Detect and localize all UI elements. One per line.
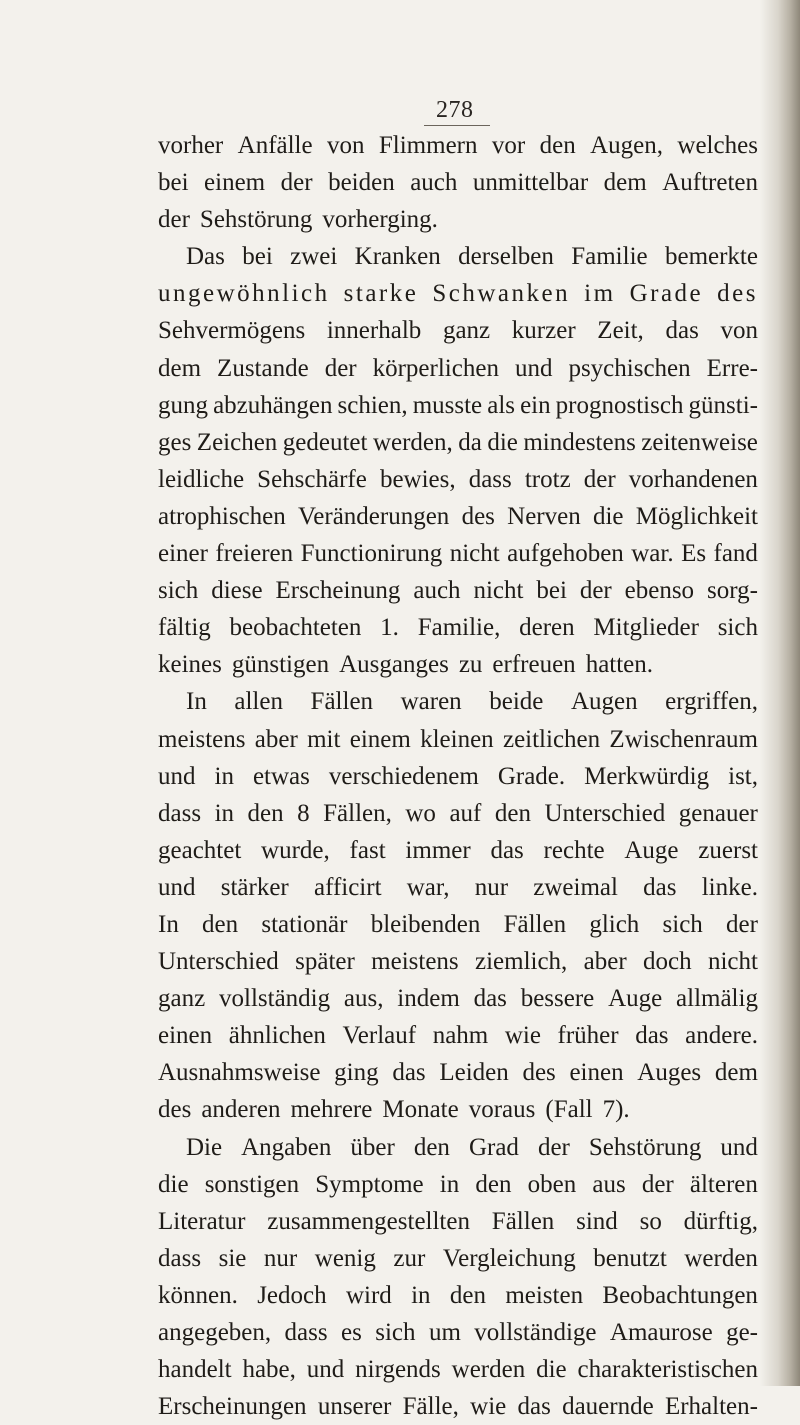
word: Functionirung [300, 540, 443, 568]
word: Fälle, [402, 1393, 459, 1421]
word: andere. [685, 1022, 758, 1050]
word: kurzer [511, 317, 576, 345]
word: Grade. [497, 762, 566, 790]
word: da [458, 428, 482, 456]
word: sich [375, 1319, 416, 1346]
word: ebenso [624, 577, 695, 605]
word: des [461, 502, 495, 530]
word: und [158, 762, 196, 790]
word: Veränderungen [297, 502, 450, 530]
word: Fällen [491, 1207, 555, 1235]
word: aus [592, 1170, 626, 1198]
word: Merkwürdig [584, 762, 710, 790]
word: war. [631, 540, 674, 568]
text-line [158, 1166, 758, 1203]
word: auch [410, 169, 458, 197]
word: habe, [242, 1356, 296, 1384]
word: bessere [520, 985, 595, 1013]
word: nicht [707, 948, 758, 976]
word: der [324, 354, 357, 382]
word: das [392, 1059, 426, 1087]
word: bewies, [379, 465, 456, 493]
word: mit [307, 725, 341, 753]
text-line [158, 275, 758, 312]
word: dem [714, 1059, 758, 1087]
word: einen [158, 1022, 213, 1050]
word: zur [393, 1244, 426, 1272]
word: nirgends [355, 1356, 441, 1384]
word: die [536, 1356, 567, 1384]
word: Zeichen [196, 428, 278, 456]
word: Sehstörung [199, 206, 313, 234]
word: Familie [571, 243, 648, 271]
word: werden [684, 1244, 758, 1272]
word: Unterschied [158, 948, 279, 976]
word: das [473, 985, 507, 1013]
word: in [439, 1170, 460, 1198]
text-line [158, 238, 758, 275]
word: trotz [524, 465, 571, 493]
text-line [158, 572, 758, 609]
word: beide [489, 688, 544, 716]
word: Jedoch [257, 1281, 327, 1309]
word: Symptome [315, 1170, 424, 1198]
word: das [665, 317, 699, 345]
word: der [579, 577, 612, 605]
word: Sehvermögens [158, 317, 306, 345]
word: charakteristischen [577, 1356, 758, 1384]
word: Grad [468, 1133, 519, 1161]
word: vollständige [474, 1319, 597, 1346]
word: zuerst [698, 836, 758, 864]
text-line [158, 758, 758, 795]
word: Mitglieder [593, 614, 699, 642]
text-line [158, 461, 758, 498]
word: Erre- [706, 354, 758, 382]
word: nicht [449, 540, 500, 568]
word: Sehschärfe [257, 465, 367, 493]
word: fältig [158, 614, 211, 642]
word: unserer [317, 1393, 392, 1421]
word: den [475, 1170, 512, 1198]
text-line [158, 906, 758, 943]
word: Grade [629, 280, 704, 308]
word: Fällen, [323, 799, 392, 827]
word: auch [413, 577, 461, 605]
word: den [539, 132, 576, 159]
word: günstigen [231, 651, 330, 679]
word: gedeutet [282, 428, 368, 456]
page-number-rule [424, 125, 490, 126]
word: körperlichen [372, 354, 499, 382]
word: ergriffen, [665, 688, 758, 716]
word: bleibenden [370, 910, 481, 938]
word: Ausnahmsweise [158, 1059, 321, 1087]
word: Monate [382, 1096, 459, 1124]
word: indem [397, 985, 460, 1013]
word: vor [491, 132, 526, 159]
word: etwas [252, 762, 310, 790]
word: des [717, 280, 758, 308]
word: gung [158, 391, 208, 419]
word: sind [576, 1207, 618, 1235]
word: vorher [158, 132, 224, 159]
text-line [158, 795, 758, 832]
word: der [158, 206, 190, 234]
word: der [280, 169, 313, 197]
word: der [641, 1170, 674, 1198]
text-line [158, 832, 758, 869]
word: war, [406, 873, 450, 901]
word: ähnlichen [228, 1022, 326, 1050]
word: schien, [337, 391, 408, 419]
word: erfreuen [492, 651, 576, 679]
text-line [158, 424, 758, 461]
word: innerhalb [326, 317, 422, 345]
word: dem [158, 354, 202, 382]
word: freieren [215, 540, 294, 568]
word: von [327, 132, 365, 159]
word: Erscheinung [275, 577, 401, 605]
word: 1. [380, 614, 399, 642]
word: prognostisch [555, 391, 684, 419]
word: deren [519, 614, 575, 642]
word: verschiedenem [328, 762, 479, 790]
word: Auftreten [662, 169, 758, 197]
word: Literatur [158, 1207, 246, 1235]
word: sie [218, 1244, 247, 1272]
word: nur [474, 873, 509, 901]
word: 8 [297, 799, 310, 827]
text-line [158, 201, 758, 238]
word: nur [263, 1244, 298, 1272]
word: zeitlichen [502, 725, 601, 753]
word: dass [158, 1244, 202, 1272]
word: handelt [158, 1356, 232, 1384]
word: Es [681, 540, 707, 568]
word: Anfälle [237, 132, 313, 159]
word: Augen [570, 688, 638, 716]
text-line [158, 609, 758, 646]
text-line [158, 498, 758, 535]
text-line [158, 1388, 758, 1425]
word: Erscheinungen [158, 1393, 307, 1421]
word: mehrere [290, 1096, 373, 1124]
word: die [487, 428, 518, 456]
word: dauernde [562, 1393, 654, 1421]
word: Fällen [503, 910, 567, 938]
text-line [158, 1240, 758, 1277]
word: In [186, 688, 207, 716]
word: ganz [158, 985, 206, 1013]
word: einer [158, 540, 208, 568]
word: dass [468, 465, 512, 493]
word: wie [504, 1022, 541, 1050]
word: das [643, 873, 677, 901]
word: Zwischenraum [609, 725, 758, 753]
word: Zeit, [597, 317, 644, 345]
word: allen [234, 688, 283, 716]
word: Verlauf [342, 1022, 417, 1050]
word: mindestens [523, 428, 636, 456]
word: den [494, 799, 531, 827]
word: das [635, 1022, 669, 1050]
word: Flimmern [378, 132, 478, 159]
word: keines [158, 651, 222, 679]
word: Die [186, 1133, 223, 1161]
word: atrophischen [158, 502, 286, 530]
word: Auge [608, 985, 663, 1013]
word: dass [158, 799, 202, 827]
word: afficirt [313, 873, 382, 901]
word: welches [677, 132, 758, 159]
word: wurde, [261, 836, 330, 864]
word: sich [662, 910, 703, 938]
word: in [214, 762, 234, 790]
word: stationär [261, 910, 348, 938]
word: aber [583, 948, 627, 976]
word: Zustande [217, 354, 309, 382]
word: der [537, 1133, 570, 1161]
word: und [720, 1133, 758, 1161]
text-line [158, 312, 758, 349]
word: Erhalten- [664, 1393, 758, 1421]
text-line [158, 980, 758, 1017]
word: rechte [543, 836, 605, 864]
word: den [413, 1133, 450, 1161]
word: über [350, 1133, 395, 1161]
word: die [158, 1170, 189, 1198]
word: werden, [372, 428, 453, 456]
word: psychischen [568, 354, 691, 382]
page-edge-shadow [760, 0, 800, 1386]
word: auf [449, 799, 482, 827]
text-line [158, 1017, 758, 1054]
word: zweimal [533, 873, 618, 901]
word: ziemlich, [474, 948, 568, 976]
word: die [592, 502, 624, 530]
word: zwei [290, 243, 338, 271]
word: als [487, 391, 515, 419]
text-line [158, 1054, 758, 1091]
word: den [449, 1281, 486, 1309]
word: Vergleichung [442, 1244, 576, 1272]
word: sich [717, 614, 758, 642]
word: leidliche [158, 465, 245, 493]
word: einem [204, 169, 266, 197]
word: bei [158, 169, 189, 197]
word: es [341, 1319, 362, 1346]
word: bei [536, 577, 567, 605]
word: das [517, 1393, 551, 1421]
word: günsti- [688, 391, 758, 419]
word: angegeben, [158, 1319, 272, 1346]
word: doch [643, 948, 692, 976]
text-line [158, 535, 758, 572]
word: den [247, 799, 284, 827]
word: aber [254, 725, 298, 753]
word: des [522, 1059, 556, 1087]
word: 7). [602, 1096, 630, 1124]
word: Kranken [354, 243, 441, 271]
word: in [214, 799, 235, 827]
word: In [158, 910, 179, 938]
word: Fällen [310, 688, 374, 716]
word: nicht [473, 577, 524, 605]
word: linke. [701, 873, 758, 901]
word: älteren [689, 1170, 758, 1198]
word: fast [349, 836, 386, 864]
word: abzuhängen [213, 391, 333, 419]
word: ein [520, 391, 551, 419]
word: Auges [637, 1059, 702, 1087]
word: so [639, 1207, 662, 1235]
word: Augen, [590, 132, 664, 159]
text-line [158, 1129, 758, 1166]
word: das [490, 836, 524, 864]
word: vorhandenen [628, 465, 758, 493]
word: aus, [343, 985, 384, 1013]
word: ge- [726, 1319, 758, 1346]
word: fand [713, 540, 758, 568]
word: Unterschied [544, 799, 666, 827]
word: Beobachtungen [602, 1281, 758, 1309]
word: sonstigen [204, 1170, 300, 1198]
page-number: 278 [436, 97, 474, 123]
word: wie [470, 1393, 507, 1421]
word: Familie, [417, 614, 501, 642]
word: meisten [505, 1281, 584, 1309]
word: von [720, 317, 758, 345]
word: glich [589, 910, 640, 938]
text-line [158, 683, 758, 720]
word: in [411, 1281, 431, 1309]
word: musste [412, 391, 483, 419]
word: einem [349, 725, 411, 753]
word: genauer [678, 799, 758, 827]
word: benutzt [593, 1244, 667, 1272]
word: ungewöhnlich [158, 280, 330, 308]
word: des [158, 1096, 192, 1124]
text-line [158, 127, 758, 164]
word: kleinen [420, 725, 494, 753]
word: können. [158, 1281, 238, 1309]
word: Das [186, 243, 225, 271]
word: im [584, 280, 616, 308]
word: ging [334, 1059, 379, 1087]
word: wo [405, 799, 436, 827]
word: Möglichkeit [635, 502, 758, 530]
word: starke [343, 280, 419, 308]
word: dürftig, [683, 1207, 758, 1235]
word: Sehstörung [588, 1133, 702, 1161]
word: wenig [314, 1244, 376, 1272]
word: Auge [624, 836, 679, 864]
word: (Fall [545, 1096, 593, 1124]
word: waren [400, 688, 462, 716]
word: später [295, 948, 355, 976]
word: sich [158, 577, 199, 605]
text-line [158, 1351, 758, 1388]
word: dass [284, 1319, 328, 1346]
text-line [158, 164, 758, 201]
word: werden [451, 1356, 526, 1384]
word: Angaben [241, 1133, 332, 1161]
word: nahm [432, 1022, 489, 1050]
word: immer [405, 836, 471, 864]
word: und [158, 873, 196, 901]
word: wird [345, 1281, 392, 1309]
word: vollständig [219, 985, 331, 1013]
word: derselben [458, 243, 554, 271]
word: bei [242, 243, 273, 271]
word: aufgehoben [507, 540, 624, 568]
word: Leiden [439, 1059, 509, 1087]
word: zusammengestellten [267, 1207, 470, 1235]
text-line [158, 721, 758, 758]
word: voraus [468, 1096, 536, 1124]
word: geachtet [158, 836, 242, 864]
text-line [158, 350, 758, 387]
word: der [583, 465, 616, 493]
word: ganz [442, 317, 491, 345]
word: oben [527, 1170, 577, 1198]
word: meistens [371, 948, 459, 976]
word: bemerkte [664, 243, 758, 271]
word: beiden [328, 169, 395, 197]
text-line [158, 646, 758, 683]
text-line [158, 1314, 758, 1351]
word: dem [603, 169, 647, 197]
word: zu [458, 651, 483, 679]
text-line [158, 943, 758, 980]
text-line [158, 387, 758, 424]
word: ist, [728, 762, 758, 790]
word: zeitenweise [641, 428, 758, 456]
text-line [158, 1091, 758, 1128]
word: allmälig [676, 985, 758, 1013]
word: der [726, 910, 758, 938]
word: vorherging. [322, 206, 438, 234]
word: diese [211, 577, 263, 605]
word: und [514, 354, 553, 382]
word: meistens [158, 725, 246, 753]
body-text [158, 127, 758, 1425]
word: beobachteten [229, 614, 362, 642]
word: Ausganges [339, 651, 449, 679]
word: früher [557, 1022, 619, 1050]
word: unmittelbar [472, 169, 589, 197]
text-line [158, 1277, 758, 1314]
word: Schwanken [432, 280, 571, 308]
word: Amaurose [609, 1319, 713, 1346]
word: um [428, 1319, 461, 1346]
word: Nerven [507, 502, 581, 530]
word: anderen [201, 1096, 281, 1124]
word: sorg- [706, 577, 758, 605]
text-line [158, 869, 758, 906]
word: stärker [220, 873, 289, 901]
word: ges [158, 428, 192, 456]
text-line [158, 1203, 758, 1240]
word: hatten. [585, 651, 654, 679]
word: und [306, 1356, 345, 1384]
word: den [202, 910, 239, 938]
word: einen [569, 1059, 624, 1087]
